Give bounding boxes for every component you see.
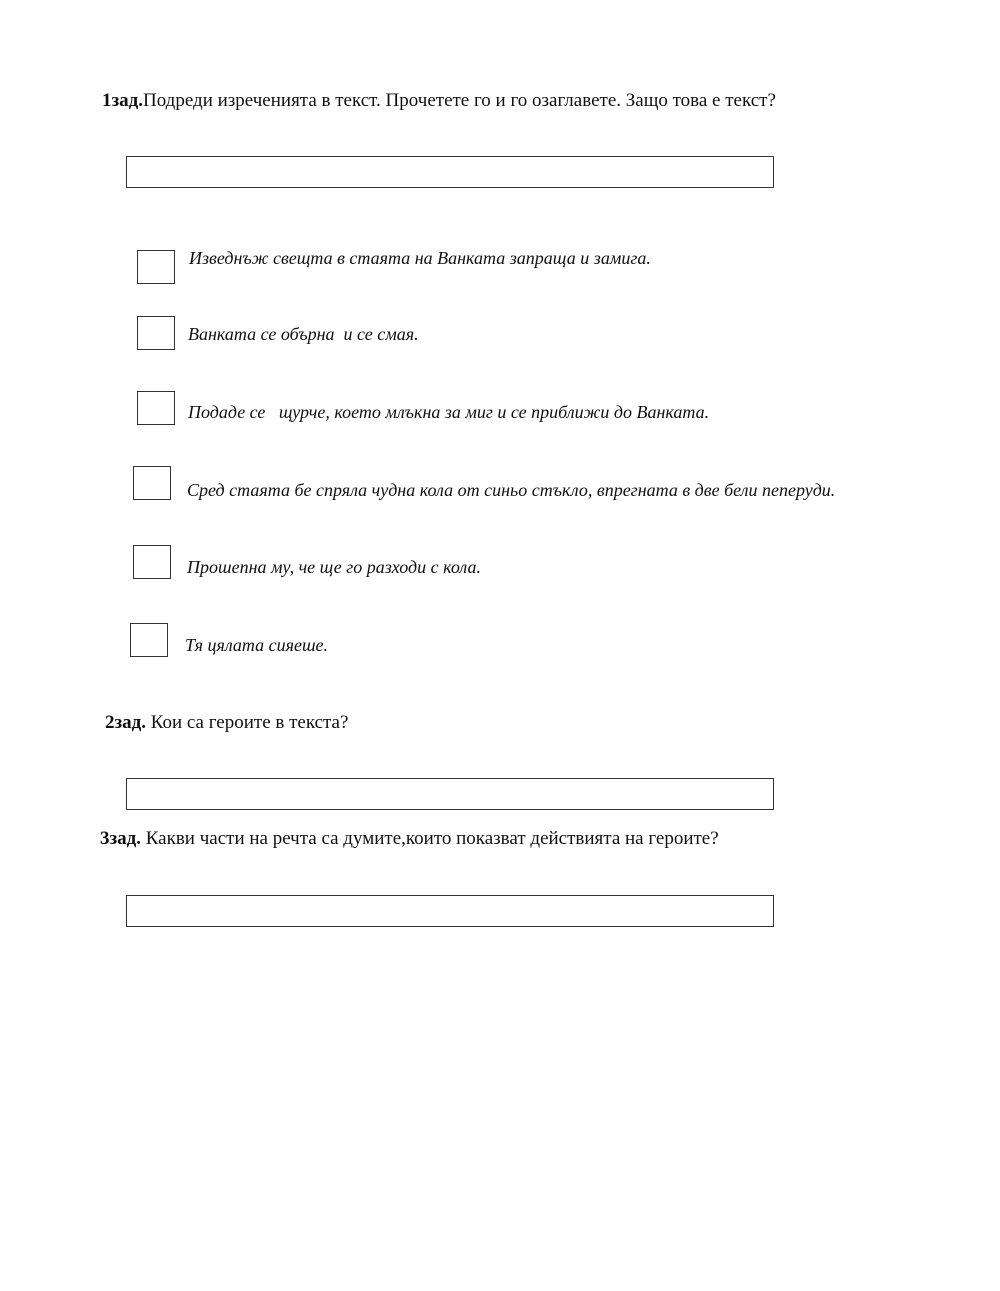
sentence-6-order-box[interactable] (130, 623, 168, 657)
sentence-1-order-box[interactable] (137, 250, 175, 284)
task2-answer-input[interactable] (126, 778, 774, 810)
task3-answer-input[interactable] (126, 895, 774, 927)
task3-number: 3зад. (100, 828, 141, 849)
task1-heading (102, 89, 776, 113)
sentence-5-order-box[interactable] (133, 545, 171, 579)
task3-question: Какви части на речта са думите,които показват действията на героите? (141, 828, 719, 849)
sentence-2-order-box[interactable] (137, 316, 175, 350)
sentence-1-text: Изведнъж свещта в стаята на Ванката запраща и замига. (189, 248, 651, 268)
task2-heading (105, 711, 348, 735)
task1-title-input[interactable] (126, 156, 774, 188)
sentence-5-text: Прошепна му, че ще го разходи с кола. (187, 557, 481, 577)
task2-question: Кои са героите в текста? (146, 712, 349, 733)
sentence-4-text: Сред стаята бе спряла чудна кола от синьо стъкло, впрегната в две бели пеперуди. (187, 480, 836, 500)
task1-instruction: Подреди изреченията в текст. Прочетете го и го озаглавете. Защо това е текст? (143, 90, 776, 111)
sentence-6-text: Тя цялата сияеше. (185, 635, 329, 655)
sentence-3-text: Подаде се щурче, което млъкна за миг и се приближи до Ванката. (188, 402, 710, 422)
task1-number: 1зад. (102, 90, 143, 111)
task3-heading (100, 827, 719, 851)
sentence-3-order-box[interactable] (137, 391, 175, 425)
sentence-2-text: Ванката се обърна и се смая. (188, 324, 419, 344)
task2-number: 2зад. (105, 712, 146, 733)
sentence-4-order-box[interactable] (133, 466, 171, 500)
